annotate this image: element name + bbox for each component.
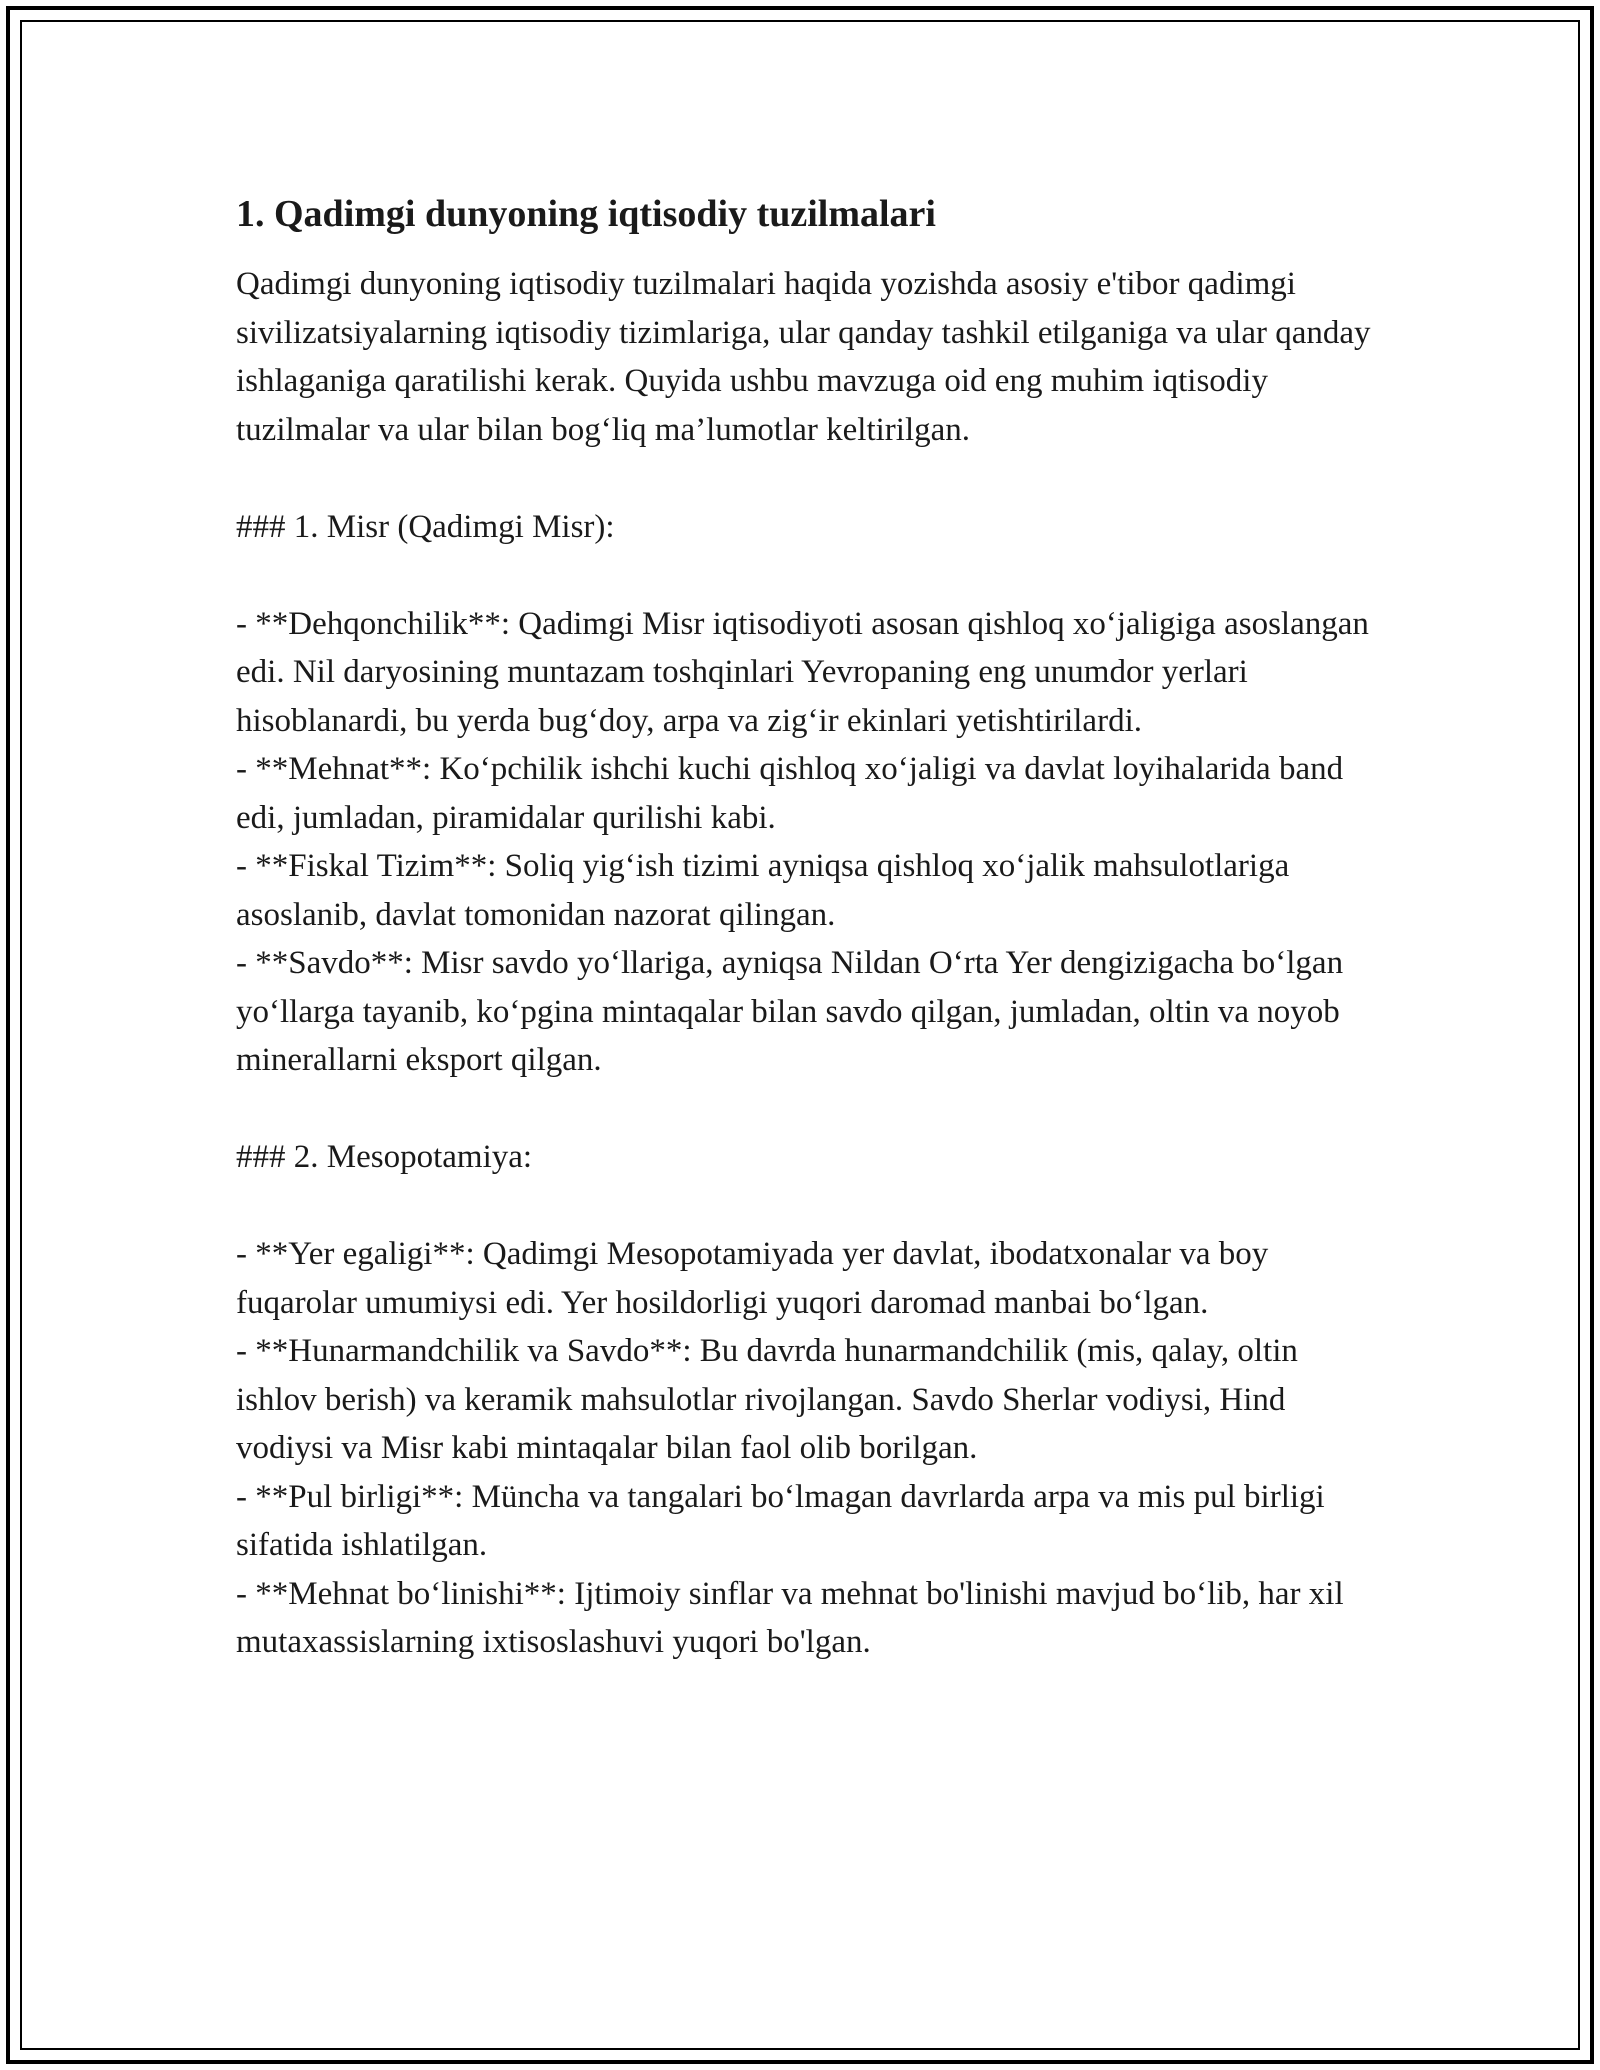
list-item: - **Savdo**: Misr savdo yo‘llariga, ayniqsa Nildan O‘rta Yer dengizigacha bo‘lgan yo‘llarga tayanib, ko‘pgina mintaqalar bilan savdo qilgan, jumladan, oltin va noyob minerallarni eksport qilgan.: [236, 945, 1344, 1078]
section-heading: ### 1. Misr (Qadimgi Misr):: [236, 508, 615, 545]
section-misr: [236, 503, 1376, 1085]
section-mesopotamiya: [236, 1133, 1376, 1667]
spacer: [236, 1085, 1376, 1134]
document-body: [236, 190, 1376, 1667]
spacer: [236, 1182, 1376, 1231]
intro-paragraph: Qadimgi dunyoning iqtisodiy tuzilmalari haqida yozishda asosiy e'tibor qadimgi sivilizatsiyalarning iqtisodiy tizimlariga, ular qanday tashkil etilganiga va ular qanday ishlaganiga qaratilishi kerak. Quyida ushbu mavzuga oid eng muhim iqtisodiy tuzilmalar va ular bilan bog‘liq ma’lumotlar keltirilgan.: [236, 266, 1371, 448]
list-item: - **Pul birligi**: Müncha va tangalari bo‘lmagan davrlarda arpa va mis pul birligi sifatida ishlatilgan.: [236, 1478, 1325, 1563]
spacer: [236, 454, 1376, 503]
list-item: - **Fiskal Tizim**: Soliq yig‘ish tizimi ayniqsa qishloq xo‘jalik mahsulotlariga asoslanib, davlat tomonidan nazorat qilingan.: [236, 848, 1290, 933]
list-item: - **Mehnat**: Ko‘pchilik ishchi kuchi qishloq xo‘jaligi va davlat loyihalarida band edi, jumladan, piramidalar qurilishi kabi.: [236, 751, 1344, 836]
document-title: 1. Qadimgi dunyoning iqtisodiy tuzilmalari: [236, 193, 936, 235]
list-item: - **Dehqonchilik**: Qadimgi Misr iqtisodiyoti asosan qishloq xo‘jaligiga asoslangan edi. Nil daryosining muntazam toshqinlari Yevropaning eng unumdor yerlari hisoblanardi, bu yerda bug‘doy, arpa va zig‘ir ekinlari yetishtirilardi.: [236, 605, 1369, 739]
section-heading: ### 2. Mesopotamiya:: [236, 1139, 533, 1175]
list-item: - **Yer egaligi**: Qadimgi Mesopotamiyada yer davlat, ibodatxonalar va boy fuqarolar umumiysi edi. Yer hosildorligi yuqori daromad manbai bo‘lgan.: [236, 1236, 1269, 1321]
spacer: [236, 551, 1376, 600]
list-item: - **Mehnat bo‘linishi**: Ijtimoiy sinflar va mehnat bo'linishi mavjud bo‘lib, har xil mutaxassislarning ixtisoslashuvi yuqori bo'lgan.: [236, 1575, 1344, 1660]
list-item: - **Hunarmandchilik va Savdo**: Bu davrda hunarmandchilik (mis, qalay, oltin ishlov berish) va keramik mahsulotlar rivojlangan. Savdo Sherlar vodiysi, Hind vodiysi va Misr kabi mintaqalar bilan faol olib borilgan.: [236, 1333, 1298, 1466]
